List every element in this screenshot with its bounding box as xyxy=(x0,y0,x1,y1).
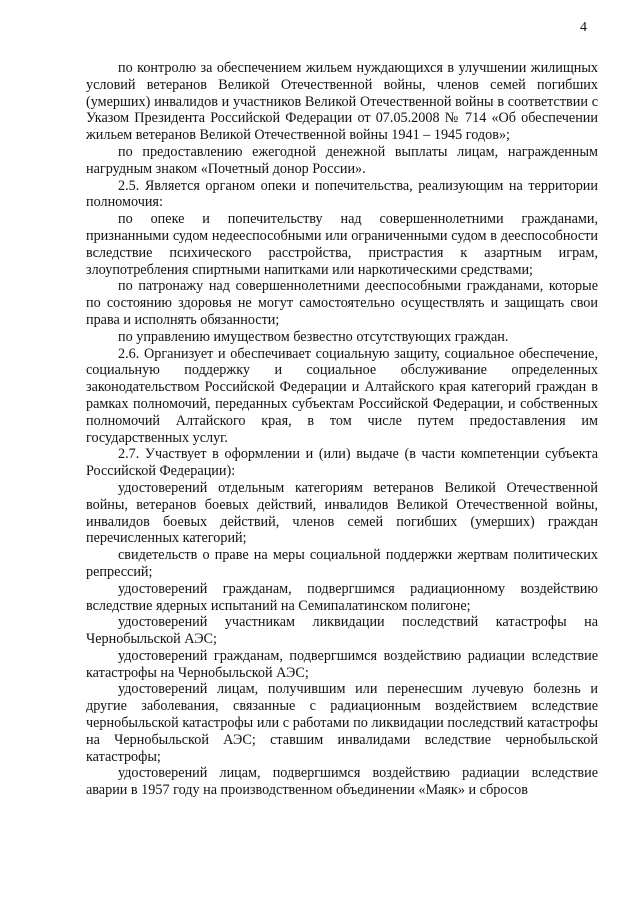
paragraph: 2.7. Участвует в оформлении и (или) выдаче (в части компетенции субъекта Российской Федерации): xyxy=(86,446,598,480)
paragraph: удостоверений участникам ликвидации последствий катастрофы на Чернобыльской АЭС; xyxy=(86,614,598,648)
paragraph: удостоверений лицам, подвергшимся воздействию радиации вследствие аварии в 1957 году на производственном объединении «Маяк» и сбросов xyxy=(86,765,598,799)
paragraph: 2.5. Является органом опеки и попечительства, реализующим на территории полномочия: xyxy=(86,177,598,211)
paragraph: по контролю за обеспечением жильем нуждающихся в улучшении жилищных условий ветеранов Великой Отечественной войны, членов семей погибших (умерших) инвалидов и участников Великой Отечественной войны в соответствии с Указом Президента Российской Федерации от 07.05.2008 № 714 «Об обеспечении жильем ветеранов Великой Отечественной войны 1941 – 1945 годов»; xyxy=(86,60,598,144)
paragraph: по патронажу над совершеннолетними дееспособными гражданами, которые по состоянию здоровья не могут самостоятельно осуществлять и защищать свои права и исполнять обязанности; xyxy=(86,278,598,328)
paragraph: удостоверений отдельным категориям ветеранов Великой Отечественной войны, ветеранов боевых действий, инвалидов Великой Отечественной войны, инвалидов боевых действий, членов семей погибших (умерших) граждан перечисленных категорий; xyxy=(86,479,598,547)
document-body xyxy=(86,60,598,799)
paragraph: свидетельств о праве на меры социальной поддержки жертвам политических репрессий; xyxy=(86,547,598,580)
paragraph: удостоверений лицам, получившим или перенесшим лучевую болезнь и другие заболевания, связанные с радиационным воздействием вследствие чернобыльской катастрофы или с работами по ликвидации последствий катастрофы на Чернобыльской АЭС; ставшим инвалидами вследствие чернобыльской катастрофы; xyxy=(86,681,598,765)
page-number: 4 xyxy=(580,20,587,35)
paragraph: удостоверений гражданам, подвергшимся воздействию радиации вследствие катастрофы на Чернобыльской АЭС; xyxy=(86,647,598,681)
paragraph: по управлению имуществом безвестно отсутствующих граждан. xyxy=(118,328,509,345)
paragraph: 2.6. Организует и обеспечивает социальную защиту, социальное обеспечение, социальную поддержку и социальное обслуживание определенных законодательством Российской Федерации и Алтайского края категорий граждан в рамках полномочий, переданных субъектам Российской Федерации, и собственных полномочий Алтайского края, в том числе путем предоставления им государственных услуг. xyxy=(86,345,598,446)
paragraph: по опеке и попечительству над совершеннолетними гражданами, признанными судом недееспособными или ограниченными судом в дееспособности вследствие психического расстройства, пристрастия к азартным играм, злоупотребления спиртными напитками или наркотическими средствами; xyxy=(86,211,598,278)
paragraph: удостоверений гражданам, подвергшимся радиационному воздействию вследствие ядерных испытаний на Семипалатинском полигоне; xyxy=(86,580,598,614)
paragraph: по предоставлению ежегодной денежной выплаты лицам, награжденным нагрудным знаком «Почетный донор России». xyxy=(86,143,598,177)
